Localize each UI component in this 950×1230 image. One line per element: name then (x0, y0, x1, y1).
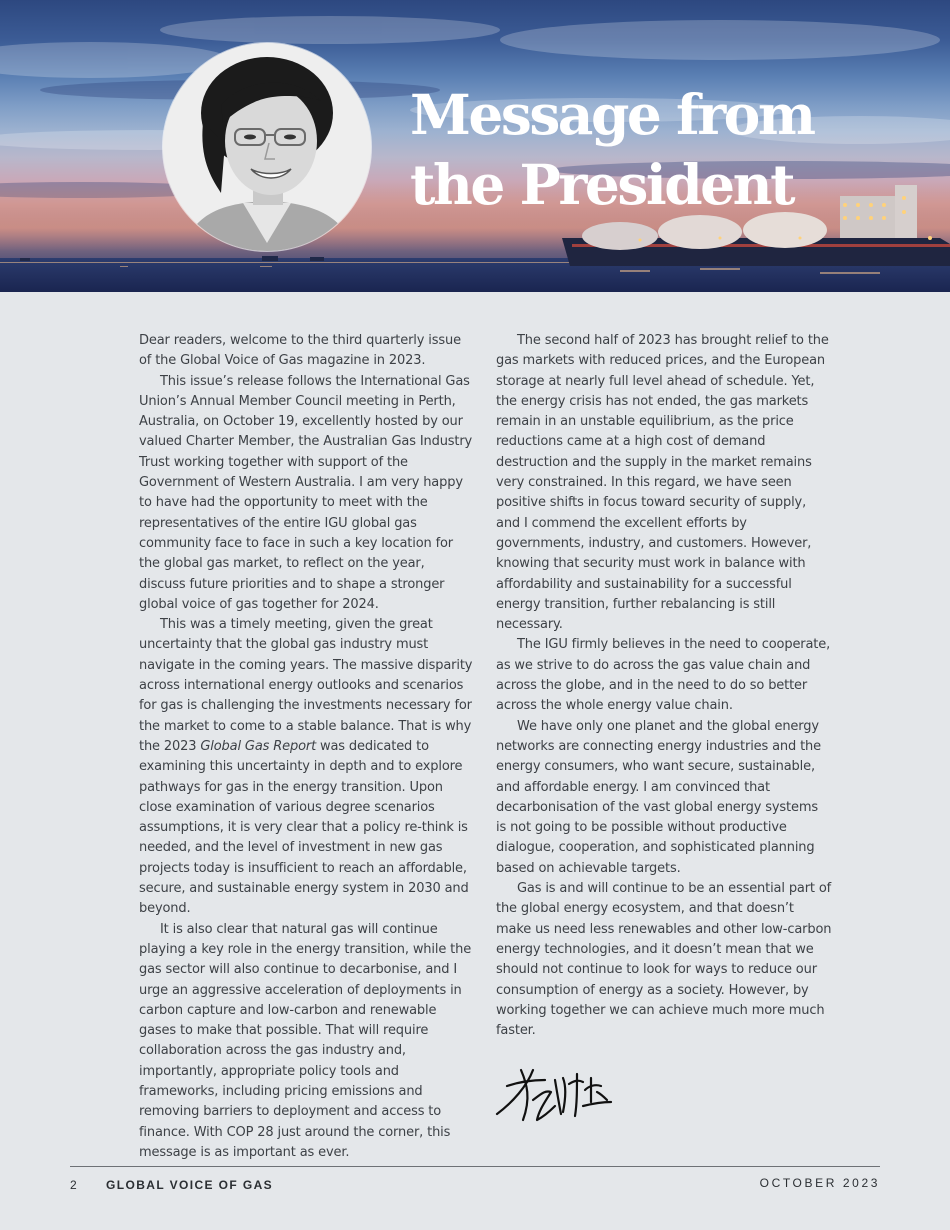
paragraph: We have only one planet and the global energy networks are connecting energy industries and the energy consumers, who want secure, sustainable, and affordable energy. I am convinced that decarbonisation of the vast global energy systems is not going to be possible without productive dialogue, cooperation, and sophisticated planning based on achievable targets. (496, 718, 821, 876)
body-column-right (496, 331, 832, 1041)
president-portrait (163, 43, 371, 251)
paragraph (139, 615, 475, 919)
issue-date: OCTOBER 2023 (759, 1176, 880, 1190)
paragraph: The second half of 2023 has brought relief to the gas markets with reduced prices, and the European storage at nearly full level ahead of schedule. Yet, the energy crisis has not ended, the gas markets remain in an unstable equilibrium, as the price reductions came at a high cost of demand destruction and the supply in the market remains very constrained. In this regard, we have seen positive shifts in focus toward security of supply, and I commend the excellent efforts by governments, industry, and customers. However, knowing that security must work in balance with affordability and sustainability for a successful energy transition, further rebalancing is still necessary. (496, 333, 829, 633)
page-title-line-2: the President (410, 152, 794, 217)
paragraph: Gas is and will continue to be an essential part of the global energy ecosystem, and that doesn’t make us need less renewables and other low-carbon energy technologies, and it doesn’t mean that we should not continue to look for ways to reduce our consumption of energy as a society. However, by working together we can achieve much more much faster. (496, 881, 832, 1039)
footer-divider (70, 1166, 880, 1167)
page-number: 2 (70, 1178, 77, 1192)
paragraph-text: was dedicated to examining this uncertainty in depth and to explore pathways for gas in the energy transition. Upon close examination of various degree scenarios assumptions, it is very clear that a policy re-think is needed, and the level of investment in new gas projects today is insufficient to reach an affordable, secure, and sustainable energy system in 2030 and beyond. (139, 738, 469, 917)
portrait-illustration (163, 43, 371, 251)
paragraph: The IGU firmly believes in the need to cooperate, as we strive to do across the gas value chain and across the globe, and in the need to do so better across the whole energy value chain. (496, 637, 831, 714)
body-column-left (139, 331, 475, 1163)
hero-banner (0, 0, 950, 292)
publication-name: GLOBAL VOICE OF GAS (106, 1178, 274, 1192)
page-title-line-1: Message from (410, 82, 814, 147)
page-title (410, 80, 814, 220)
paragraph-text: This was a timely meeting, given the great uncertainty that the global gas industry must navigate in the coming years. The massive disparity across international energy outlooks and scenarios for gas is challenging the investments necessary for the market to come to a stable balance. That is why the 2023 (139, 617, 473, 754)
paragraph: Dear readers, welcome to the third quarterly issue of the Global Voice of Gas magazine in 2023. (139, 333, 461, 369)
president-signature (493, 1050, 618, 1125)
paragraph: It is also clear that natural gas will continue playing a key role in the energy transition, while the gas sector will also continue to decarbonise, and I urge an aggressive acceleration of deployments in carbon capture and low-carbon and renewable gases to make that possible. That will require collaboration across the gas industry and, importantly, appropriate policy tools and frameworks, including pricing emissions and removing barriers to deployment and access to finance. With COP 28 just around the corner, this message is as important as ever. (139, 921, 472, 1160)
report-title: Global Gas Report (200, 738, 317, 754)
paragraph: This issue’s release follows the International Gas Union’s Annual Member Council meeting in Perth, Australia, on October 19, excellently hosted by our valued Charter Member, the Australian Gas Industry Trust working together with support of the Government of Western Australia. I am very happy to have had the opportunity to meet with the representatives of the entire IGU global gas community face to face in such a key location for the global gas market, to reflect on the year, discuss future priorities and to shape a stronger global voice of gas together for 2024. (139, 373, 473, 612)
